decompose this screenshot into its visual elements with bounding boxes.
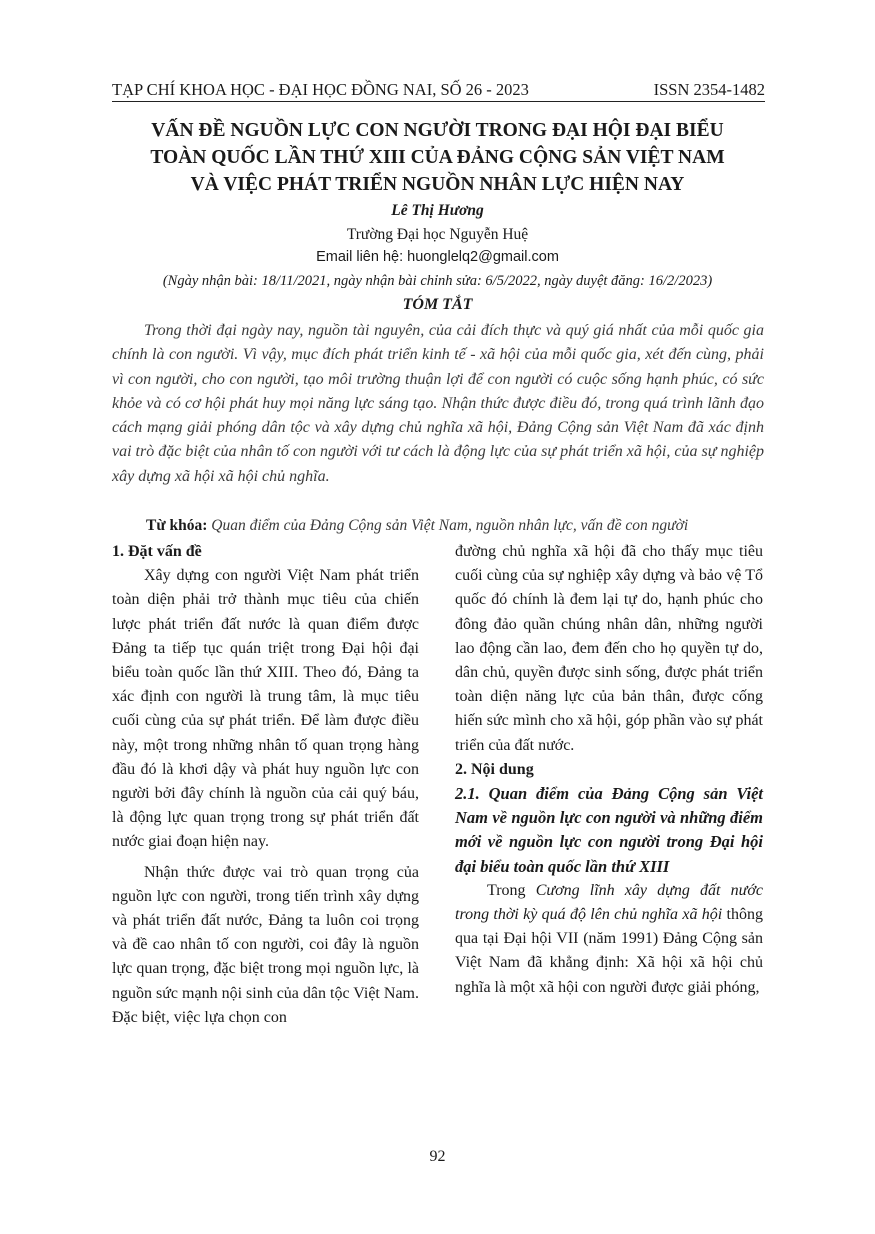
- abstract-heading: TÓM TẮT: [402, 296, 473, 313]
- author-name: Lê Thị Hương: [391, 202, 484, 219]
- paragraph-continued: đường chủ nghĩa xã hội đã cho thấy mục tiêu cuối cùng của sự nghiệp xây dựng và bảo vệ Tổ quốc đó chính là đem lại tự do, hạnh phúc cho đông đảo quần chúng nhân dân, những người lao động cần lao, đem đến cho họ quyền tự do, dân chủ, quyền được sinh sống, được phát triển toàn diện năng lực của bản thân, được cống hiến sức mình cho xã hội, góp phần vào sự phát triển của đất nước.: [455, 543, 763, 754]
- issn: ISSN 2354-1482: [653, 80, 765, 99]
- page-number: 92: [429, 1148, 446, 1165]
- title-line: VÀ VIỆC PHÁT TRIỂN NGUỒN NHÂN LỰC HIỆN NAY: [190, 174, 685, 195]
- paragraph-lead: Trong: [487, 881, 536, 899]
- cited-document-title: Cương lĩnh xây dựng đất nước trong thời kỳ quá độ lên chủ nghĩa xã hội: [455, 881, 763, 924]
- section-heading: 2. Nội dung: [455, 760, 534, 778]
- paragraph: Nhận thức được vai trò quan trọng của nguồn lực con người, trong tiến trình xây dựng và phát triển đất nước, Đảng ta luôn coi trọng và đề cao nhân tố con người, coi đây là nguồn lực quan trọng, đặc biệt trong mọi nguồn lực, là nguồn sức mạnh nội sinh của dân tộc Việt Nam. Đặc biệt, việc lựa chọn con: [112, 863, 419, 1026]
- article-title: [90, 117, 785, 198]
- paragraph: Xây dựng con người Việt Nam phát triển toàn diện phải trở thành mục tiêu của chiến lược phát triển đất nước là quan điểm được Đảng ta tiếp tục quán triệt trong Đại hội đại biểu toàn quốc lần thứ XIII. Theo đó, Đảng ta xác định con người là trung tâm, là mục tiêu cuối cùng của sự phát triển. Để làm được điều này, một trong những nhân tố quan trọng hàng đầu đó là khơi dậy và phát huy nguồn lực con người bởi đây chính là nguồn của cải quý báu, là động lực quan trọng trong sự phát triển đất nước giai đoạn hiện nay.: [112, 567, 419, 851]
- abstract-text: Trong thời đại ngày nay, nguồn tài nguyên, của cải đích thực và quý giá nhất của mỗi quốc gia chính là con người. Vì vậy, mục đích phát triển kinh tế - xã hội của mỗi quốc gia, xét đến cùng, phải vì con người, cho con người, tạo môi trường thuận lợi để con người có cuộc sống hạnh phúc, có sức khỏe và có cơ hội phát huy mọi năng lực sáng tạo. Nhận thức được điều đó, trong quá trình lãnh đạo cách mạng giải phóng dân tộc và xây dựng chủ nghĩa xã hội, Đảng Cộng sản Việt Nam đã xác định vai trò đặc biệt của nhân tố con người với tư cách là động lực của sự phát triển xã hội, của sự nghiệp xây dựng xã hội xã hội chủ nghĩa.: [112, 322, 764, 485]
- keywords-label: Từ khóa:: [146, 517, 208, 534]
- right-column: [455, 540, 763, 1000]
- header-rule: [112, 101, 765, 102]
- left-column: [112, 540, 419, 1030]
- paragraph: [455, 879, 763, 1000]
- keywords: [146, 517, 688, 535]
- keywords-text: Quan điểm của Đảng Cộng sản Việt Nam, nguồn nhân lực, vấn đề con người: [211, 517, 689, 534]
- paragraph-rest: thông qua tại Đại hội VII (năm 1991) Đảng Cộng sản Việt Nam đã khẳng định: Xã hội xã hội chủ nghĩa là một xã hội con người được giải phóng,: [455, 906, 763, 996]
- title-line: VẤN ĐỀ NGUỒN LỰC CON NGƯỜI TRONG ĐẠI HỘI ĐẠI BIỂU: [151, 120, 724, 141]
- section-heading: 1. Đặt vấn đề: [112, 543, 202, 560]
- contact-email: Email liên hệ: huonglelq2@gmail.com: [316, 249, 559, 265]
- submission-dates: (Ngày nhận bài: 18/11/2021, ngày nhận bài chỉnh sửa: 6/5/2022, ngày duyệt đăng: 16/2/2023): [162, 273, 713, 289]
- author-affiliation: Trường Đại học Nguyễn Huệ: [346, 226, 529, 243]
- subsection-heading: 2.1. Quan điểm của Đảng Cộng sản Việt Nam về nguồn lực con người và những điểm mới về nguồn lực con người trong Đại hội đại biểu toàn quốc lần thứ XIII: [455, 784, 763, 876]
- running-header: [112, 74, 765, 100]
- title-line: TOÀN QUỐC LẦN THỨ XIII CỦA ĐẢNG CỘNG SẢN VIỆT NAM: [150, 147, 725, 168]
- journal-name: TẠP CHÍ KHOA HỌC - ĐẠI HỌC ĐỒNG NAI, SỐ 26 - 2023: [112, 80, 529, 99]
